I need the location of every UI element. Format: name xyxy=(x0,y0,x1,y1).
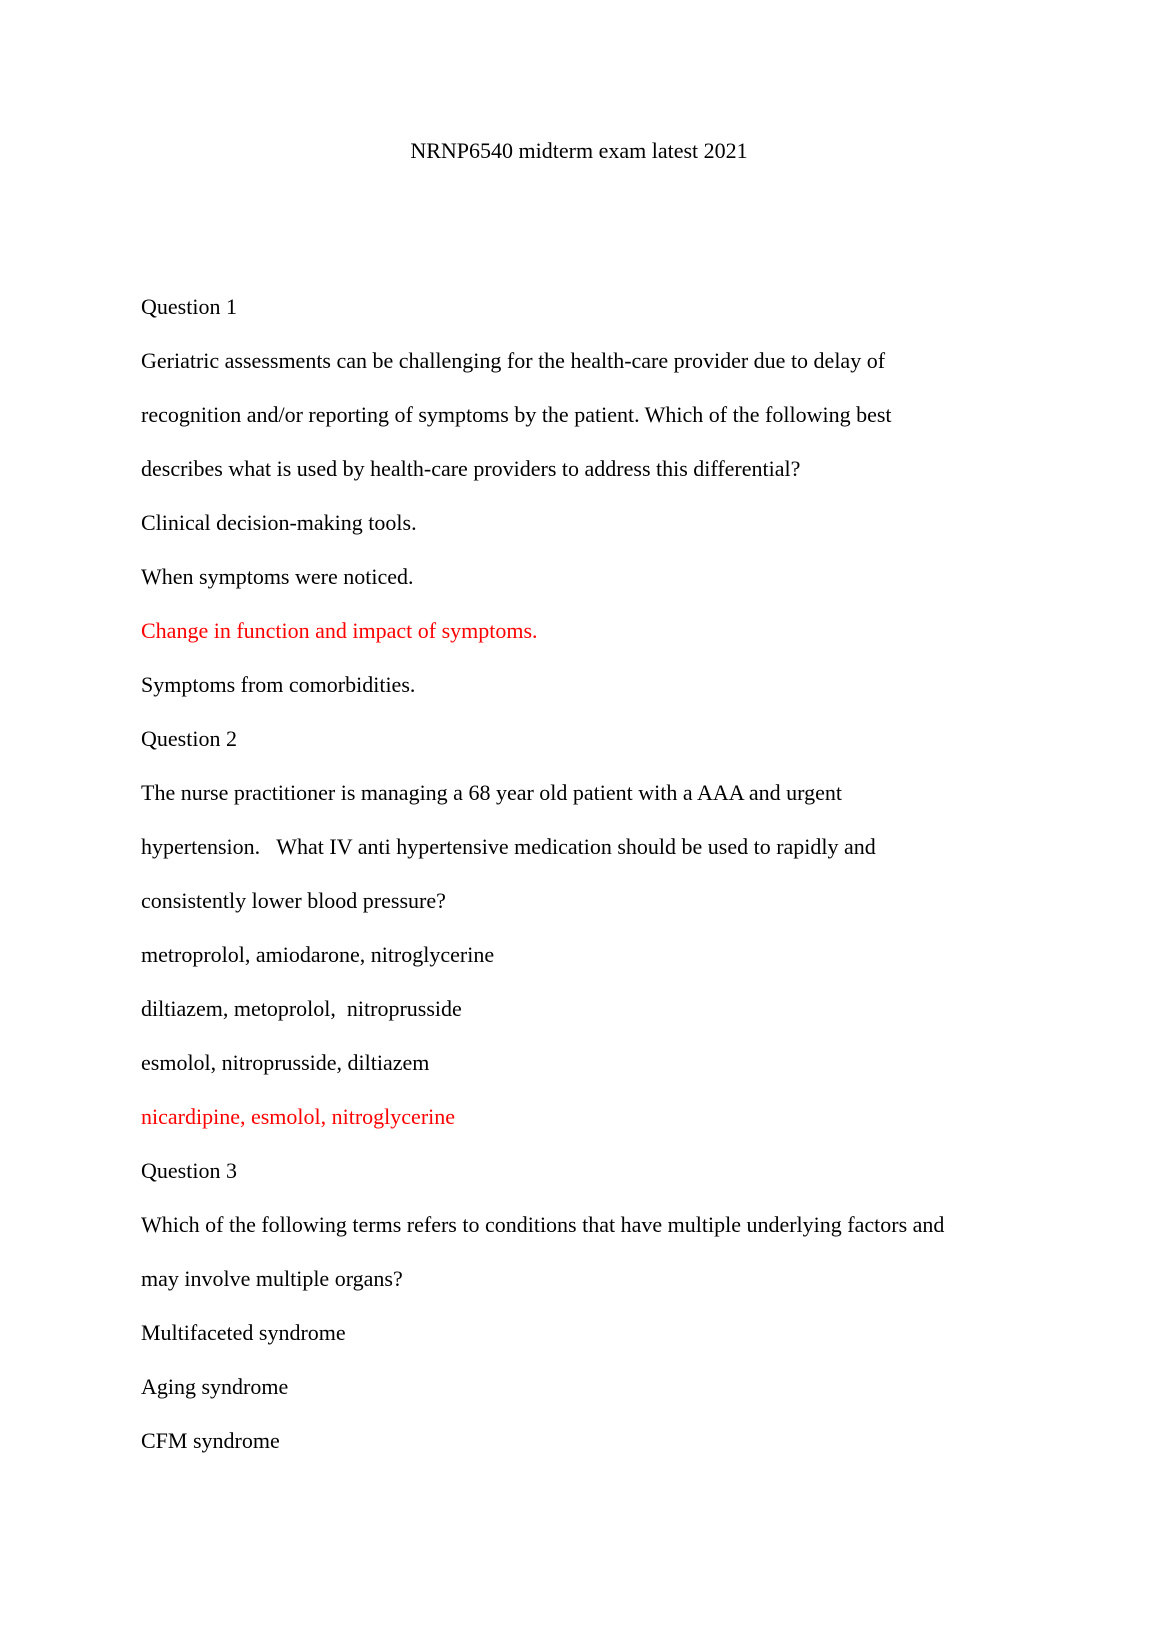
question-2 xyxy=(141,726,1021,1158)
question-heading: Question 1 xyxy=(141,294,237,319)
answer-option: Aging syndrome xyxy=(141,1374,289,1399)
question-text-line: hypertension. What IV anti hypertensive medication should be used to rapidly and xyxy=(141,834,876,859)
answer-option: When symptoms were noticed. xyxy=(141,564,414,589)
answer-option: diltiazem, metoprolol, nitroprusside xyxy=(141,996,462,1021)
correct-answer-option: Change in function and impact of symptoms. xyxy=(141,618,538,643)
question-1 xyxy=(141,294,1021,726)
question-text-line: recognition and/or reporting of symptoms by the patient. Which of the following best xyxy=(141,402,892,427)
question-text-line: consistently lower blood pressure? xyxy=(141,888,446,913)
question-text-line: may involve multiple organs? xyxy=(141,1266,403,1291)
question-text-line: describes what is used by health-care providers to address this differential? xyxy=(141,456,801,481)
answer-option: metroprolol, amiodarone, nitroglycerine xyxy=(141,942,495,967)
question-text-line: The nurse practitioner is managing a 68 year old patient with a AAA and urgent xyxy=(141,780,842,805)
answer-option: Clinical decision-making tools. xyxy=(141,510,417,535)
document-title: NRNP6540 midterm exam latest 2021 xyxy=(410,138,748,163)
answer-option: Multifaceted syndrome xyxy=(141,1320,346,1345)
answer-option: esmolol, nitroprusside, diltiazem xyxy=(141,1050,430,1075)
correct-answer-option: nicardipine, esmolol, nitroglycerine xyxy=(141,1104,456,1129)
question-heading: Question 2 xyxy=(141,726,237,751)
question-heading: Question 3 xyxy=(141,1158,237,1183)
answer-option: Symptoms from comorbidities. xyxy=(141,672,416,697)
question-text-line: Which of the following terms refers to conditions that have multiple underlying factors and xyxy=(141,1212,945,1237)
question-3 xyxy=(141,1158,1021,1482)
question-text-line: Geriatric assessments can be challenging for the health-care provider due to delay of xyxy=(141,348,886,373)
document-body xyxy=(141,294,1021,1482)
answer-option: CFM syndrome xyxy=(141,1428,280,1453)
